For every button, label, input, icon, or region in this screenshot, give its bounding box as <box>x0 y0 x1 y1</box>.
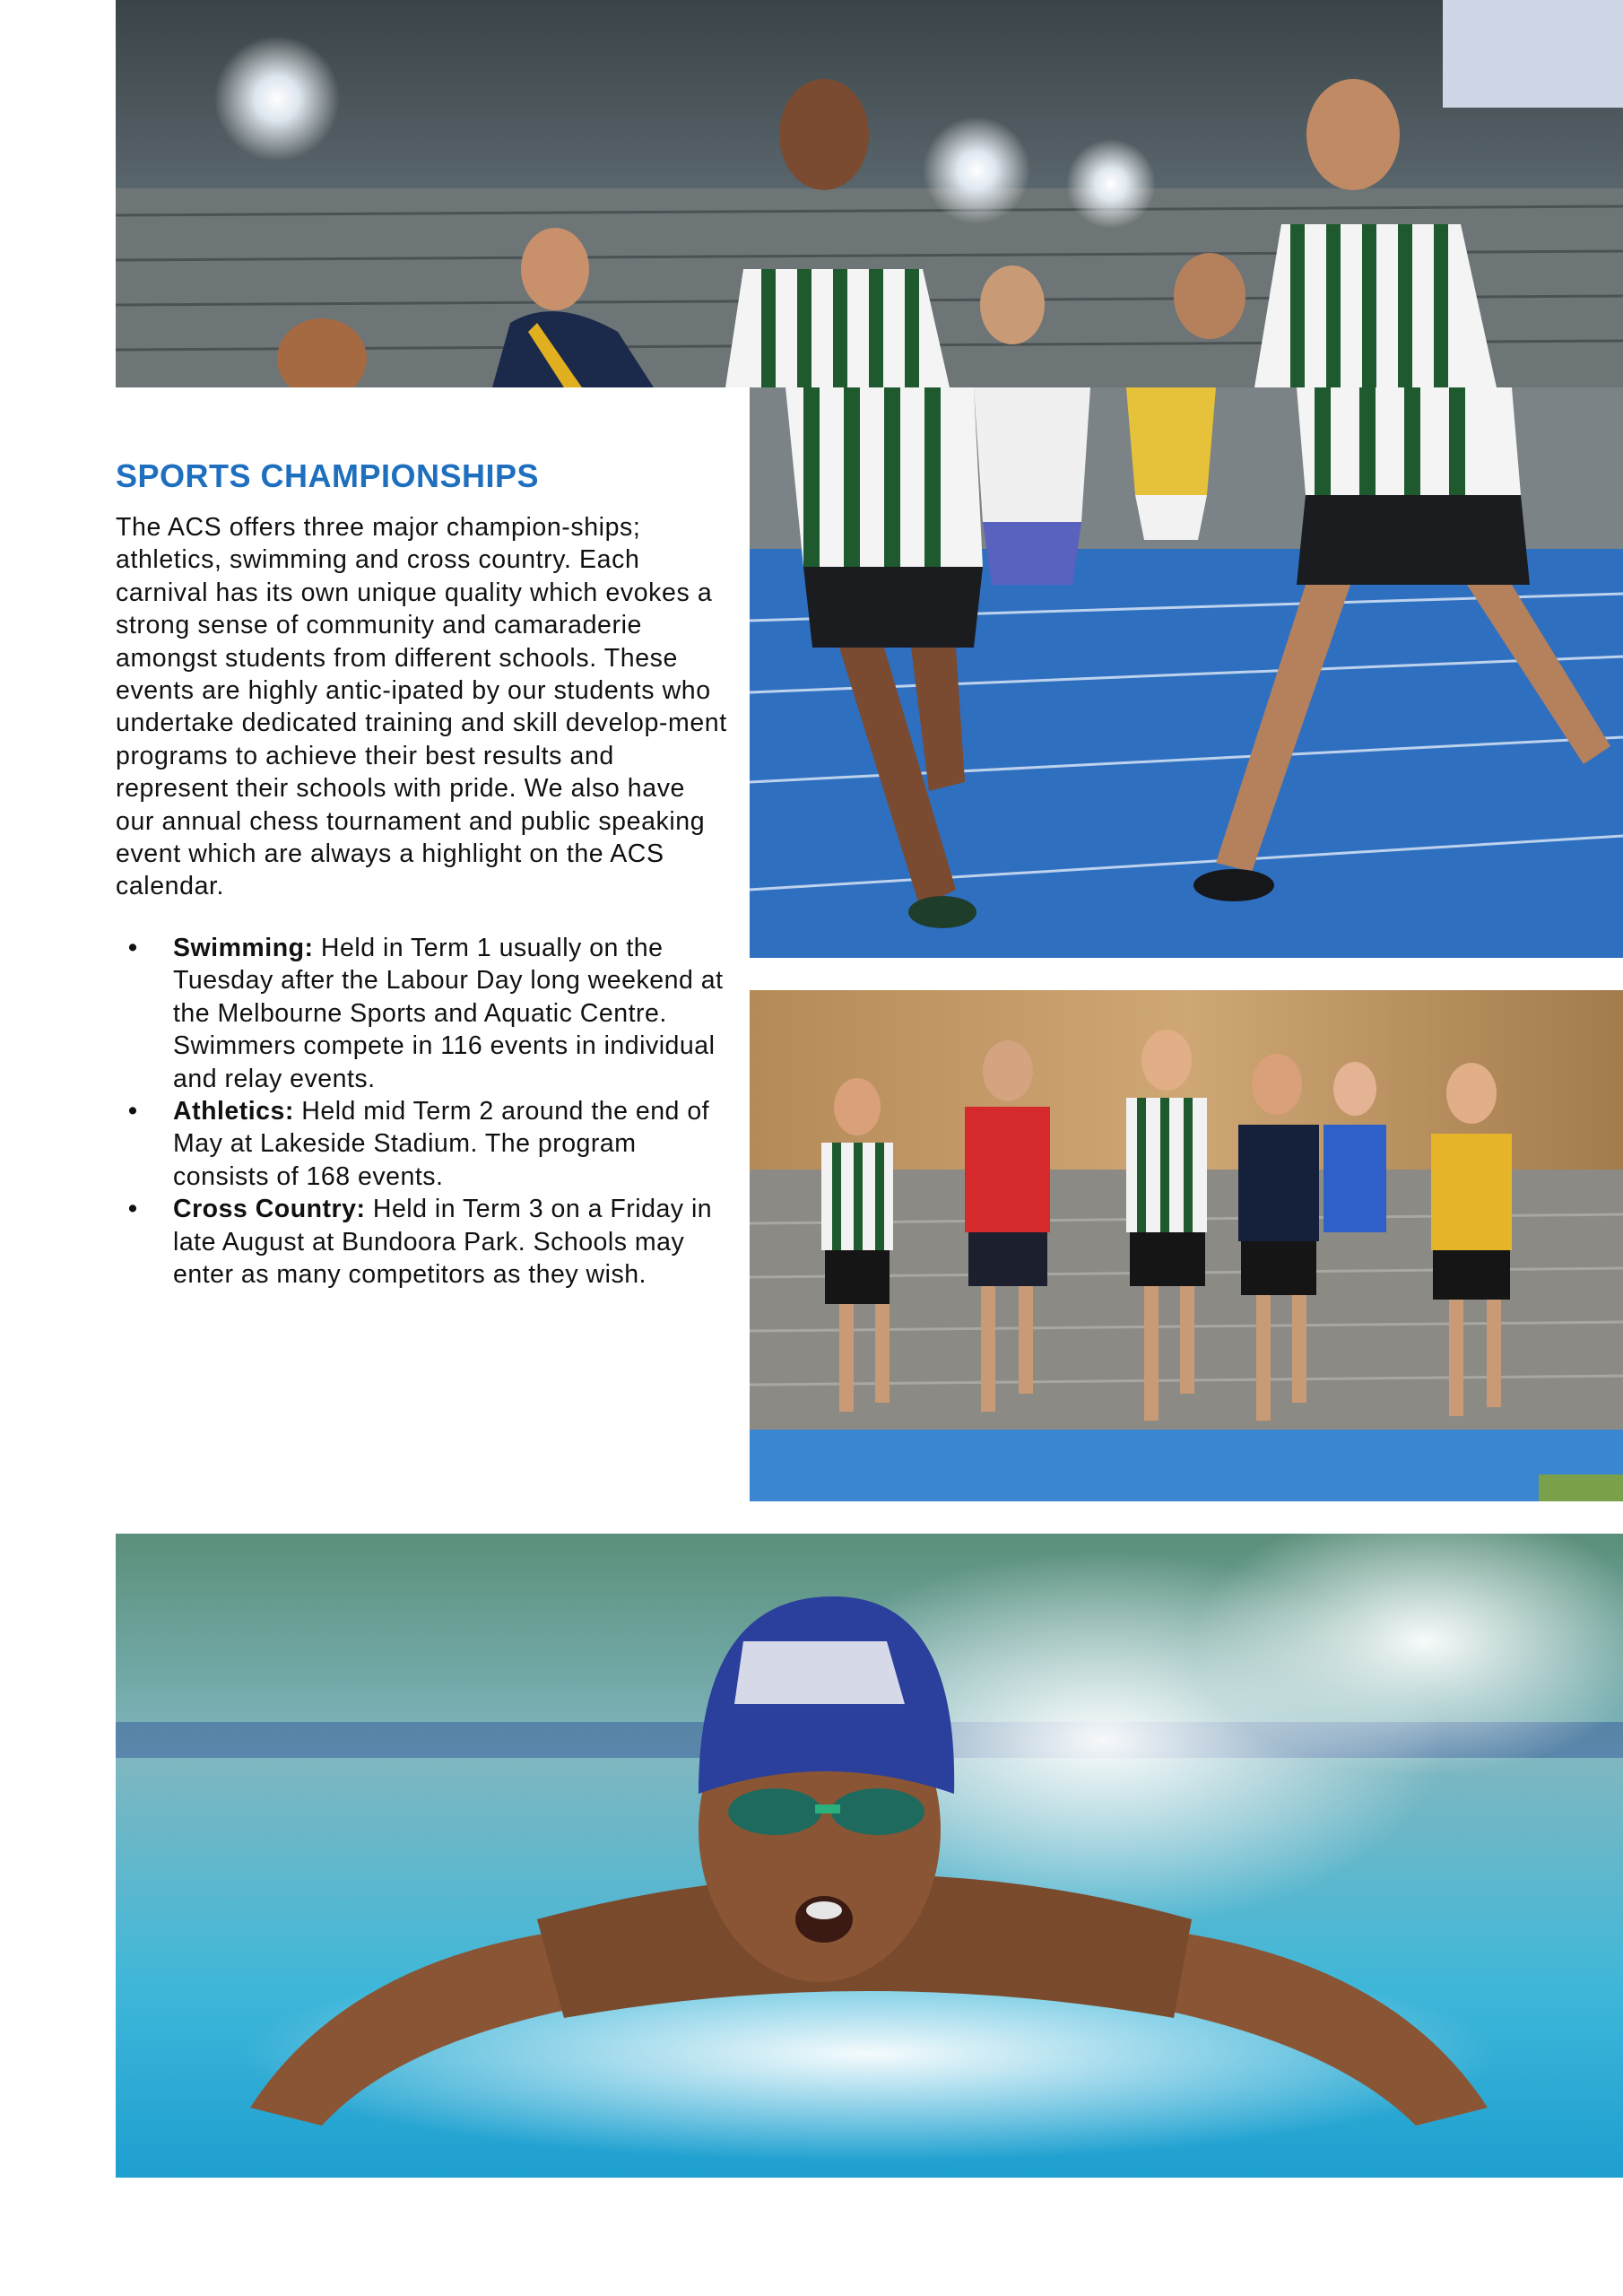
section-title: SPORTS CHAMPIONSHIPS <box>116 457 540 494</box>
list-item-cross-country <box>116 1193 727 1291</box>
bullet-text: Held mid Term 2 around the end of May at Lakeside Stadium. The program consists of 168 events. <box>173 1096 710 1191</box>
relay-photo <box>116 0 1623 387</box>
bullet-icon: • <box>128 1096 138 1126</box>
bullet-icon: • <box>128 1195 138 1224</box>
distance-runners-photo <box>750 990 1623 1501</box>
bullet-text: Held in Term 3 on a Friday in late August at Bundoora Park. Schools may enter as many competitors as they wish. <box>173 1195 713 1289</box>
bullet-icon: • <box>128 933 138 962</box>
bullet-text: Held in Term 1 usually on the Tuesday after the Labour Day long weekend at the Melbourne Sports and Aquatic Centre. Swimmers compete in 116 events in individual and relay events. <box>173 933 724 1093</box>
list-item-athletics <box>116 1095 727 1193</box>
intro-paragraph: The ACS offers three major champion-ships; athletics, swimming and cross country. Each carnival has its own unique quality which evokes a strong sense of community and camaraderie amongst students from different schools. These events are highly antic-ipated by our students who undertake dedicated training and skill develop-ment programs to achieve their best results and represent their schools with pride. We also have our annual chess tournament and public speaking event which are always a highlight on the ACS calendar. <box>116 513 727 901</box>
relay-photo-lower <box>750 387 1623 958</box>
swimmer-photo <box>116 1534 1623 2178</box>
bullet-label: Cross Country: <box>173 1195 366 1224</box>
bullet-label: Athletics: <box>173 1096 294 1126</box>
championship-list <box>116 932 727 1291</box>
bullet-label: Swimming: <box>173 933 314 962</box>
list-item-swimming <box>116 932 727 1095</box>
sports-championships-section <box>116 387 727 1291</box>
